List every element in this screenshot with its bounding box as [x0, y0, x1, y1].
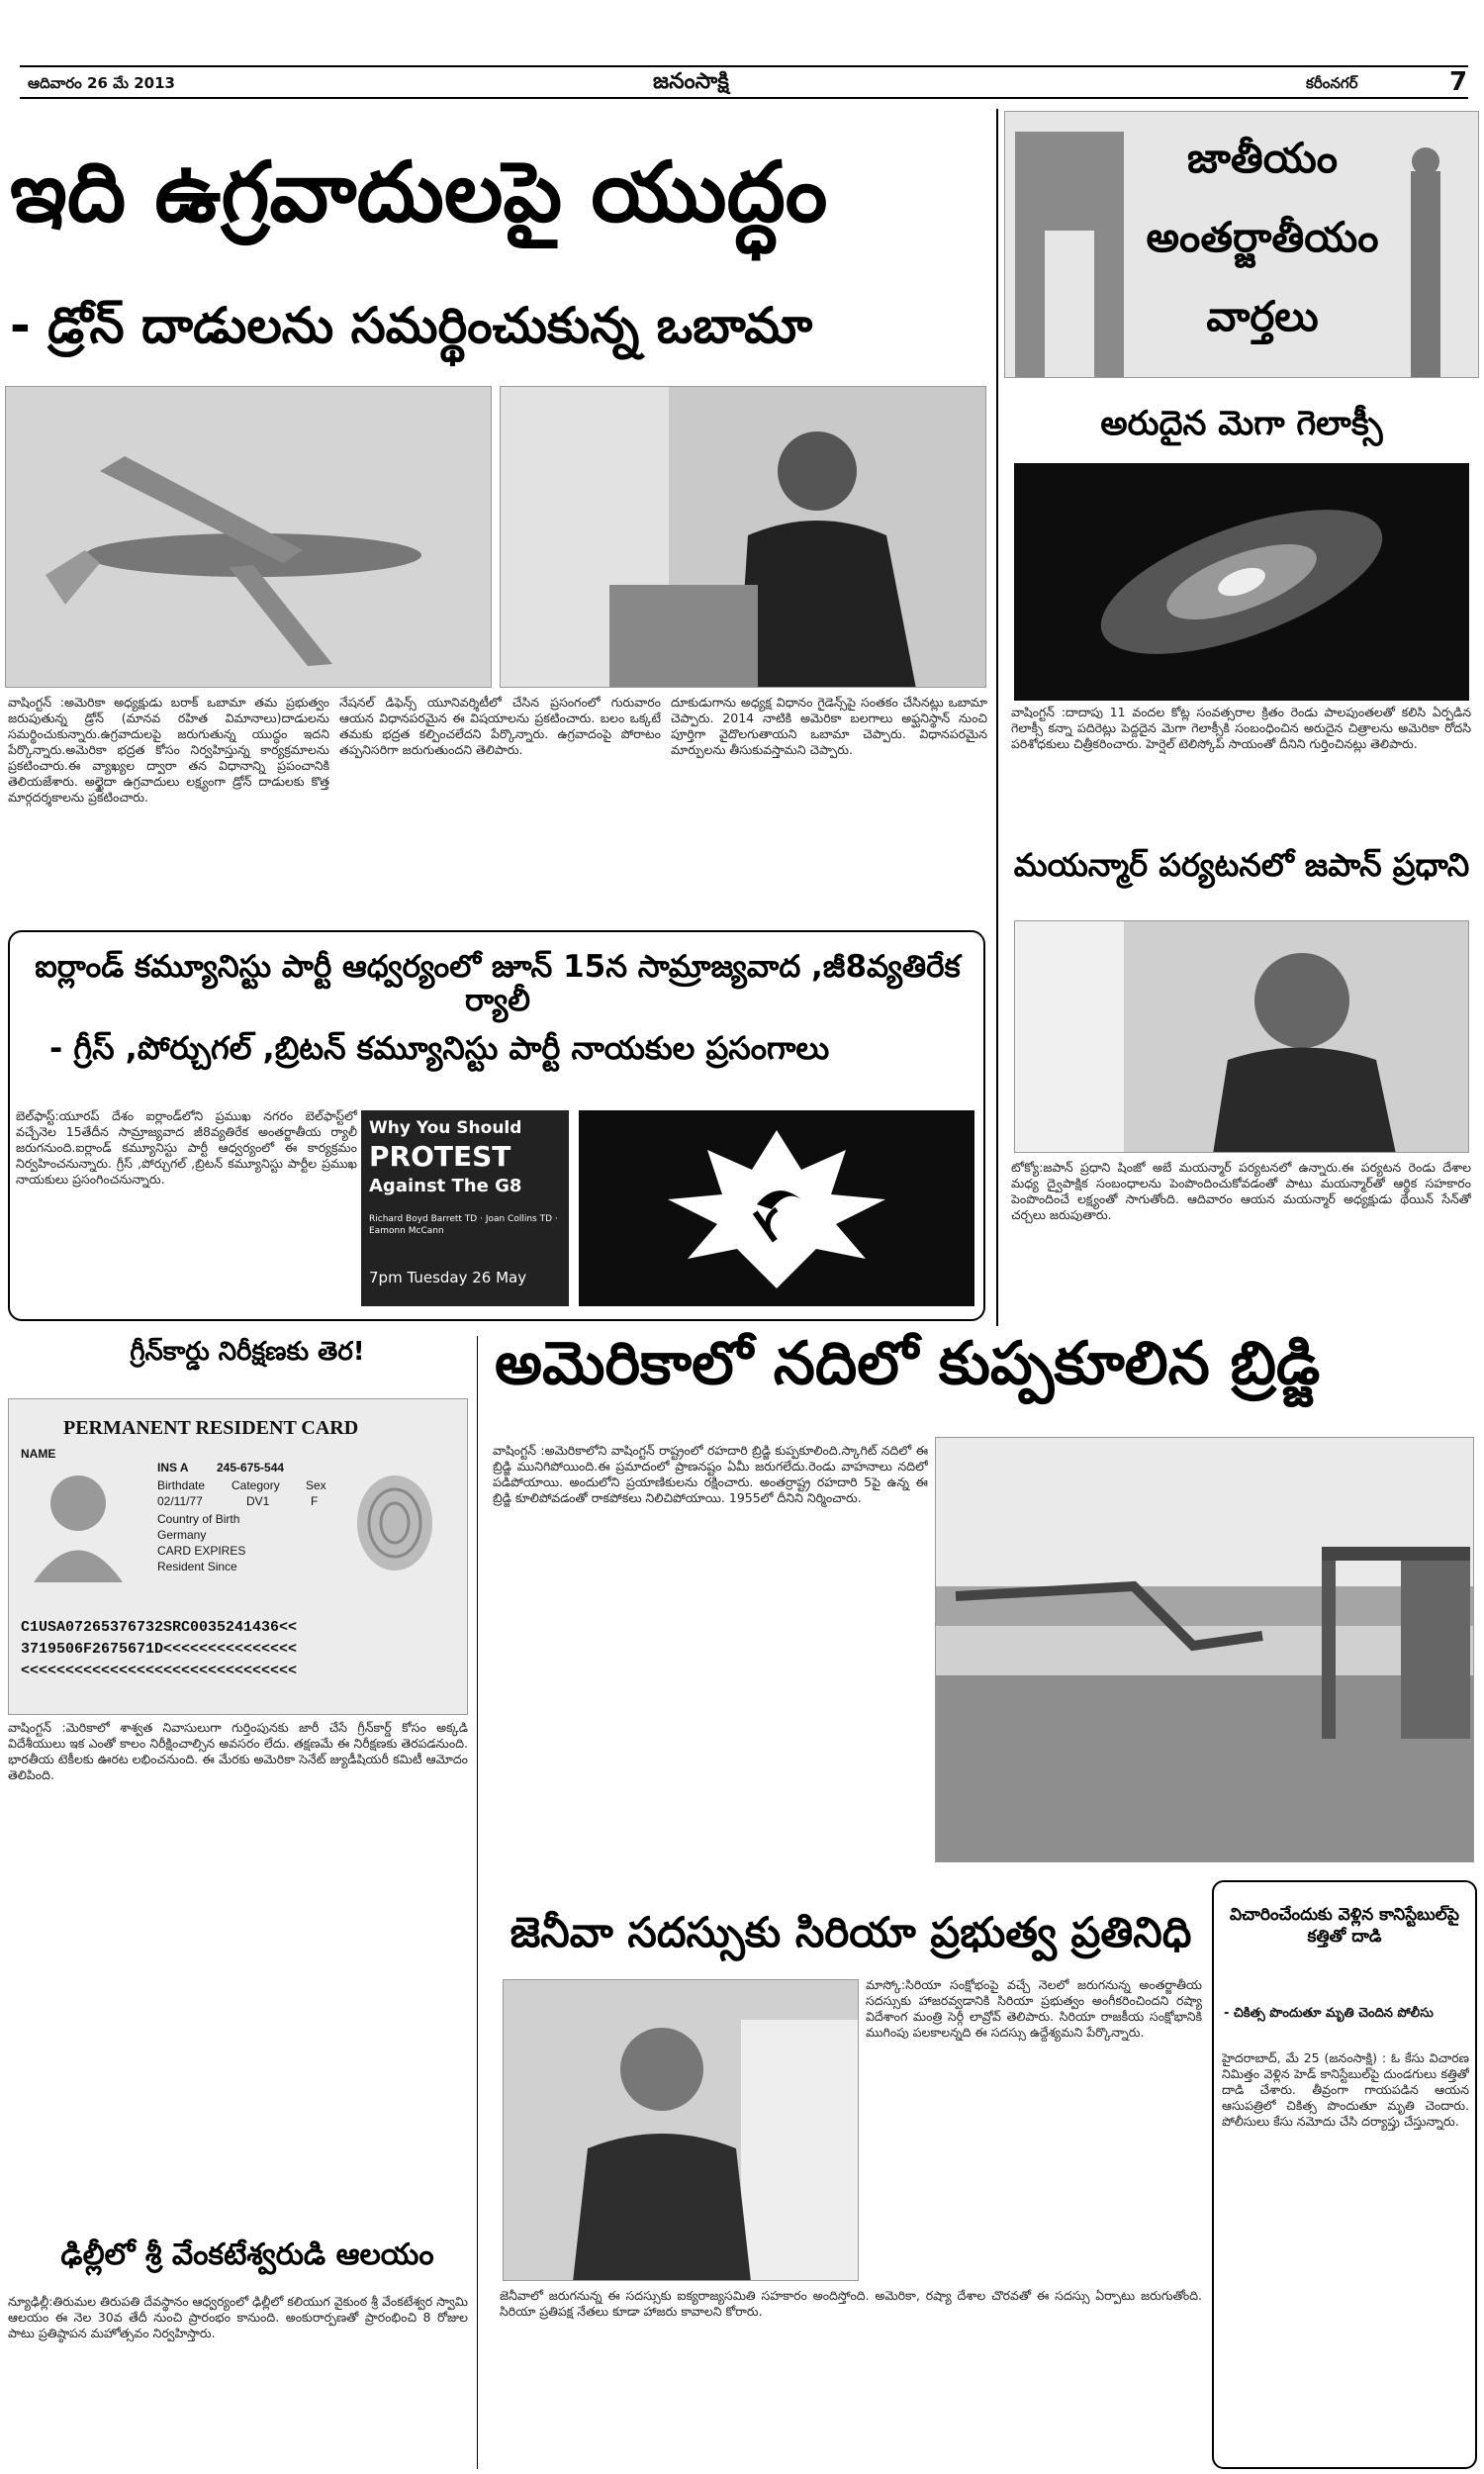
card-birthdate: 02/11/77: [157, 1494, 203, 1508]
abe-head: [1254, 953, 1349, 1048]
obama-illustration: [501, 387, 986, 688]
drone-photo: [5, 386, 492, 688]
edition-city: కరీంనగర్: [1306, 74, 1358, 92]
lead-subhead: - డ్రోన్ దాడులను సమర్థించుకున్న ఒబామా: [10, 297, 813, 354]
lavrov-head: [620, 2028, 703, 2111]
poster-title-sub: Against The G8: [369, 1176, 522, 1196]
poster-title-main: PROTEST: [369, 1140, 511, 1173]
bridge-illustration: [936, 1438, 1474, 1862]
banner-line-1: జాతీయం: [1186, 134, 1339, 182]
abe-illustration: [1015, 921, 1469, 1153]
lead-body-col3: దూకుడుగాను అధ్యక్ష విధానం గైడెన్స్‌పై సంతకం చేసినట్లు ఒబామా చెప్పారు. 2014 నాటికి అమెరికా బలగాలు అఫ్ఘనిస్థాన్ నుంచి పూర్తిగా వైదొలగుతాయని ఒబామా చెప్పారు. విధానపరమైన మార్పులను తీసుకువస్తామని చెప్పారు.: [671, 695, 987, 757]
communist-emblem: [579, 1110, 974, 1306]
poster-date: 7pm Tuesday 26 May: [369, 1269, 527, 1286]
lavrov-suit: [573, 2134, 751, 2281]
galaxy-body: వాషింగ్టన్ :దాదాపు 11 వందల కోట్ల సంవత్సరాల క్రితం రెండు పాలపుంతలతో కలిసి ఏర్పడిన గెలాక్సీ కన్నా పదిరెట్లు పెద్దదైన మెగా గెలాక్సీకి సంబంధించిన అరుదైన చిత్రాలను అమెరికా రోదసి పరిశోధకులు చిత్రీకరించారు. హెర్షెల్ టెలిస్కోప్ సాయంతో దీనిని గుర్తించినట్లు తెలిపారు.: [1011, 705, 1471, 751]
banner-line-2: అంతర్జాతీయం: [1146, 213, 1379, 261]
card-expires: CARD EXPIRES: [157, 1544, 246, 1558]
statue-of-liberty: [1411, 171, 1440, 378]
lead-body-col1: వాషింగ్టన్ :అమెరికా అధ్యక్షుడు బరాక్ ఒబామా తమ ప్రభుత్వం జరుపుతున్న డ్రోన్ (మానవ రహిత విమానాలు)దాడులను సమర్థించుకున్నారు.ఉగ్రవాదులపై జరుగుతున్న యుద్ధం ఇదని పేర్కొన్నారు.అమెరికా భద్రత కోసం నిర్వహిస్తున్న కార్యక్రమాలను ప్రకటించారు.ఈ వ్యాఖ్యల ద్వారా తన విధానాన్ని ప్రపంచానికి తెలియజేశారు. అల్ఖైదా ఉగ్రవాదులు లక్ష్యంగా డ్రోన్ దాడులకు కొత్త మార్గదర్శకాలను ప్రకటించారు.: [8, 695, 329, 805]
lavrov-photo: [503, 1979, 859, 2281]
masthead: [20, 65, 1468, 99]
sidebar-headline: విచారించేందుకు వెళ్లిన కానిస్టేబుల్‌పై కత్తితో దాడి: [1230, 1905, 1459, 1947]
venkateswara-headline: ఢిల్లీలో శ్రీ వేంకటేశ్వరుడి ఆలయం: [60, 2237, 434, 2272]
brand-logo: జనంసాక్షి: [653, 69, 729, 94]
card-sex-label: Sex: [306, 1478, 326, 1492]
card-mrz-line-2: 3719506F2675671D<<<<<<<<<<<<<<<: [21, 1641, 298, 1658]
card-birthdate-label: Birthdate: [157, 1478, 206, 1492]
sidebar-news-box: [1212, 1880, 1477, 2469]
abe-body: టోక్యో:జపాన్ ప్రధాని షింజో అబే మయన్మార్ పర్యటనలో ఉన్నారు.ఈ పర్యటన రెండు దేశాల మధ్య ద్వైపాక్షిక సంబంధాలను పెంపొందించుకోవడంతో పాటు మయన్మార్‌తో ఆర్థిక సహకారం పెంపొందించే లక్ష్యంతో సాగుతోంది. ఆదివారం ఆయన మయన్మార్ అధ్యక్షుడు థేయిన్ సేన్‌తో చర్చలు జరుపుతారు.: [1011, 1160, 1471, 1222]
poster-title: Why You Should: [369, 1118, 522, 1138]
obama-photo: [500, 386, 986, 688]
card-ins-label: INS A: [157, 1461, 189, 1475]
lower-column-divider: [477, 1336, 478, 2469]
syria-body-bottom: జెనీవాలో జరుగనున్న ఈ సదస్సుకు ఐక్యరాజ్యసమితి సహకారం అందిస్తోంది. అమెరికా, రష్యా దేశాల చొరవతో ఈ సదస్సు ఏర్పాటు జరుగుతోంది. సిరియా ప్రతిపక్ష నేతలు కూడా హాజరు కావాలని కోరారు.: [500, 2288, 1202, 2319]
podium: [609, 585, 758, 688]
card-mrz-line-1: C1USA07265376732SRC0035241436<<: [21, 1619, 298, 1636]
rally-headline: ఐర్లాండ్ కమ్యూనిస్టు పార్టీ ఆధ్వర్యంలో జూన్ 15న సామ్రాజ్యవాద ,జీ8వ్యతిరేక ర్యాలీ: [35, 949, 961, 1019]
abe-photo: [1014, 920, 1469, 1153]
feature-banner: [1004, 111, 1479, 378]
portrait-silhouette-icon: [29, 1464, 128, 1582]
card-category: DV1: [246, 1494, 270, 1508]
syria-headline: జెనీవా సదస్సుకు సిరియా ప్రభుత్వ ప్రతినిధి: [510, 1908, 1192, 1956]
syria-body-right: మాస్కో:సిరియా సంక్షోభంపై వచ్చే నెలలో జరుగనున్న అంతర్జాతీయ సదస్సుకు హాజరవ్వడానికి సిరియా ప్రభుత్వం అంగీకరించిందని రష్యా విదేశాంగ మంత్రి సెర్గీ లావ్రోవ్ తెలిపారు. సిరియా రాజకీయ సంక్షోభానికి ముగింపు పలకాలన్నది ఈ సదస్సు ఉద్దేశ్యమని పేర్కొన్నారు.: [866, 1977, 1202, 2040]
hammer-sickle-icon: [579, 1110, 974, 1306]
bridge-photo: [935, 1437, 1474, 1862]
banner-line-3: వార్తలు: [1206, 292, 1319, 340]
issue-date: ఆదివారం 26 మే 2013: [28, 74, 175, 92]
greencard-image: [8, 1398, 468, 1715]
galaxy-photo: [1014, 463, 1469, 701]
drone-illustration: [6, 387, 492, 688]
abe-headline: మయన్మార్ పర్యటనలో జపాన్ ప్రధాని: [1013, 846, 1470, 884]
intact-span: [1322, 1547, 1470, 1561]
bridge-headline: అమెరికాలో నదిలో కుప్పకూలిన బ్రిడ్జి: [495, 1329, 1321, 1398]
column-divider: [996, 109, 998, 1326]
card-resident-since: Resident Since: [157, 1560, 237, 1573]
card-mrz-line-3: <<<<<<<<<<<<<<<<<<<<<<<<<<<<<<<: [21, 1663, 298, 1679]
sidebar-subhead: - చికిత్స పొందుతూ మృతి చెందిన పోలీసు: [1224, 2006, 1434, 2021]
river: [936, 1675, 1474, 1862]
sidebar-body: హైదరాబాద్, మే 25 (జనంసాక్షి) : ఓ కేసు విచారణ నిమిత్తం వెళ్లిన హెడ్ కానిస్టేబుల్‌పై దుండగులు కత్తితో దాడి చేశారు. తీవ్రంగా గాయపడిన ఆయన ఆసుపత్రిలో చికిత్స పొందుతూ మృతి చెందారు. పోలీసులు కేసు నమోదు చేసి దర్యాప్తు చేస్తున్నారు.: [1222, 2050, 1469, 2129]
abe-suit: [1213, 1048, 1396, 1154]
bridge-pier: [1322, 1561, 1336, 1739]
fingerprint-icon: [350, 1469, 439, 1577]
poster-speakers: Richard Boyd Barrett TD · Joan Collins TD · Eamonn McCann: [369, 1214, 558, 1236]
rally-subhead: - గ్రీస్ ,పోర్చుగల్ ,బ్రిటన్ కమ్యూనిస్టు పార్టీ నాయకుల ప్రసంగాలు: [49, 1029, 830, 1067]
bridge-abutment: [1401, 1561, 1470, 1739]
rally-box: [8, 930, 985, 1321]
lead-headline: ఇది ఉగ్రవాదులపై యుద్ధం: [10, 143, 828, 240]
galaxy-headline: అరుదైన మెగా గెలాక్సీ: [1100, 404, 1383, 443]
card-country: Germany: [157, 1528, 207, 1542]
rally-poster: [361, 1110, 569, 1306]
speaker-head: [778, 431, 857, 511]
card-name-label: NAME: [21, 1447, 56, 1461]
lead-body-col2: నేషనల్ డిఫెన్స్ యూనివర్శిటీలో చేసిన ప్రసంగంలో గురువారం ఆయన విధానపరమైన ఈ విషయాలను ప్రకటించారు. బలం ఒక్కటే తమకు భద్రత కల్పించలేదని పేర్కొన్నారు. ఉగ్రవాదంపై పోరాటం తప్పనిసరిగా జరుగుతుందని తెలిపారు.: [339, 695, 661, 757]
venkateswara-body: న్యూఢిల్లీ:తిరుమల తిరుపతి దేవస్థానం ఆధ్వర్యంలో ఢిల్లీలో కలియుగ వైకుంఠ శ్రీ వేంకటేశ్వర స్వామి ఆలయం ఈ నెల 30వ తేదీ నుంచి ప్రారంభం కానుంది. అంకురార్పణతో ప్రారంభించి 8 రోజుల పాటు ప్రతిష్ఠాపన మహోత్సవం నిర్వహిస్తారు.: [8, 2294, 468, 2340]
page-number: 7: [1449, 67, 1468, 97]
bridge-body: వాషింగ్టన్ :అమెరికాలోని వాషింగ్టన్ రాష్ట్రంలో రహదారి బ్రిడ్జి కుప్పకూలింది.స్కాగిట్ నదిలో ఈ బ్రిడ్జి మునిగిపోయింది.ఈ ప్రమాదంలో ప్రాణనష్టం ఏమీ జరుగలేదు.రెండు వాహనాలు నదిలో పడిపోయాయి. అందులోని ప్రయాణికులను రక్షించారు. అంతర్రాష్ట్ర రహదారి 5పై ఉన్న ఈ బ్రిడ్జి కూలిపోవడంతో రాకపోకలు నిలిచిపోయాయి. 1955లో దీనిని నిర్మించారు.: [493, 1443, 928, 1505]
card-ins-number: 245-675-544: [217, 1461, 285, 1475]
card-sex: F: [311, 1494, 319, 1508]
galaxy-illustration: [1014, 463, 1469, 701]
rally-body: బెల్‌ఫాస్ట్‌:యూరప్ దేశం ఐర్లాండ్‌లోని ప్రముఖ నగరం బెల్‌ఫాస్ట్‌లో వచ్చేనెల 15తేదీన సామ్రాజ్యవాద జీ8వ్యతిరేక అంతర్జాతీయ ర్యాలీ జరుగనుంది.ఐర్లాండ్ కమ్యూనిస్టు పార్టీ ఆధ్వర్యంలో ఈ కార్యక్రమం నిర్వహించనున్నారు. గ్రీస్ ,పోర్చుగల్ ,బ్రిటన్ కమ్యూనిస్టు పార్టీల ప్రముఖ నాయకులు ప్రసంగించనున్నారు.: [16, 1108, 357, 1187]
greencard-body: వాషింగ్టన్ :మెరికాలో శాశ్వత నివాసులుగా గుర్తింపునకు జారీ చేసే గ్రీన్‌కార్డ్ కోసం అక్కడి విదేశీయులు ఇక ఎంతో కాలం నిరీక్షించాల్సిన అవసరం లేదు. తక్షణమే ఈ నిరీక్షణకు తెరపడనుంది. భారతీయ టెకీలకు ఊరట లభించనుంది. ఈ మేరకు అమెరికా సెనేట్ జ్యుడీషియరీ కమిటీ ఆమోదం తెలిపింది.: [8, 1720, 468, 1782]
card-country-label: Country of Birth: [157, 1512, 240, 1526]
card-title: PERMANENT RESIDENT CARD: [63, 1417, 359, 1439]
flag: [741, 2020, 859, 2281]
greencard-headline: గ్రీన్‌కార్డు నిరీక్షణకు తెర!: [130, 1337, 365, 1367]
card-category-label: Category: [232, 1478, 280, 1492]
lavrov-illustration: [504, 1980, 859, 2281]
